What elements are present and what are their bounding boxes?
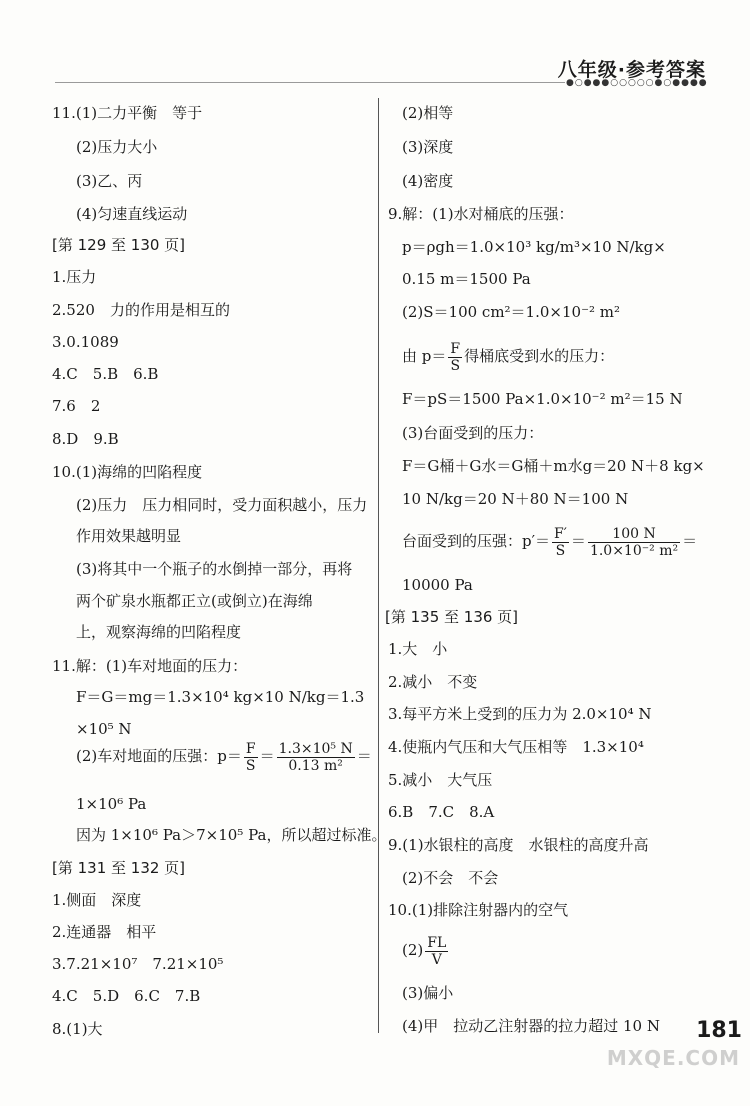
- formula-prefix: 台面受到的压强：p′＝: [402, 532, 551, 550]
- fraction-numerator: F: [245, 740, 256, 757]
- formula-prefix: (2)车对地面的压强：p＝: [76, 747, 242, 765]
- answer-line: (3)深度: [402, 138, 454, 156]
- formula-line-pressure: [76, 736, 372, 776]
- answer-line: 10.(1)海绵的凹陷程度: [52, 463, 203, 481]
- fraction-denominator: S: [555, 542, 566, 559]
- answer-line: 2.减小 不变: [388, 673, 478, 691]
- fraction: [425, 935, 448, 968]
- watermark: MXQE.COM: [606, 1046, 740, 1070]
- answer-line: 4.C 5.D 6.C 7.B: [52, 987, 201, 1005]
- formula-suffix: 得桶底受到水的压力：: [464, 347, 615, 365]
- answer-line: (2)压力大小: [76, 138, 158, 156]
- formula-line: ×10⁵ N: [76, 720, 132, 738]
- fraction: [244, 741, 258, 774]
- answer-line: 1.压力: [52, 268, 97, 286]
- page-number: 181: [696, 1018, 742, 1043]
- answer-line: 4.C 5.B 6.B: [52, 365, 159, 383]
- formula-prefix: (2): [402, 941, 424, 959]
- answer-line: 11.(1)二力平衡 等于: [52, 104, 203, 122]
- fraction-numerator: F′: [554, 525, 567, 542]
- answer-line: 3.0.1089: [52, 333, 119, 351]
- answer-line: 因为 1×10⁶ Pa＞7×10⁵ Pa，所以超过标准。: [76, 826, 387, 844]
- section-heading: [第 135 至 136 页]: [385, 608, 519, 626]
- formula-line: 10 N/kg＝20 N＋80 N＝100 N: [402, 490, 629, 508]
- answer-line: 4.使瓶内气压和大气压相等 1.3×10⁴: [388, 738, 644, 756]
- header-dot-pattern: ●○●●●○○○○○●○●●●●: [566, 78, 708, 88]
- section-heading: [第 129 至 130 页]: [52, 236, 186, 254]
- formula-line: 1×10⁶ Pa: [76, 795, 147, 813]
- page-header-title: 八年级·参考答案: [557, 59, 706, 81]
- formula-line: F＝G＝mg＝1.3×10⁴ kg×10 N/kg＝1.3: [76, 688, 365, 706]
- answer-line: 9.(1)水银柱的高度 水银柱的高度升高: [388, 836, 649, 854]
- answer-line: (2)相等: [402, 104, 454, 122]
- answer-line: 两个矿泉水瓶都正立(或倒立)在海绵: [76, 592, 313, 610]
- answer-line: 7.6 2: [52, 397, 101, 415]
- answer-line: 2.520 力的作用是相互的: [52, 301, 230, 319]
- fraction: [552, 526, 569, 559]
- formula-line: F＝G桶＋G水＝G桶＋m水g＝20 N＋8 kg×: [402, 457, 705, 475]
- formula-line-table-pressure: [402, 521, 697, 561]
- fraction-denominator: 0.13 m²: [288, 757, 343, 774]
- fraction: [588, 526, 680, 559]
- answer-line: 11.解：(1)车对地面的压力：: [52, 657, 248, 675]
- answer-line: 上，观察海绵的凹陷程度: [76, 623, 242, 641]
- fraction-numerator: FL: [427, 934, 447, 951]
- answer-line: 作用效果越明显: [76, 527, 182, 545]
- answer-line: 2.连通器 相平: [52, 923, 157, 941]
- header-rule: [55, 82, 565, 83]
- answer-line: 1.大 小: [388, 640, 448, 658]
- fraction-numerator: 100 N: [588, 526, 680, 543]
- column-divider: [378, 98, 379, 1033]
- answer-line: (3)乙、丙: [76, 172, 143, 190]
- answer-line: (2)压力 压力相同时，受力面积越小，压力: [76, 496, 368, 514]
- answer-line: 8.D 9.B: [52, 430, 119, 448]
- fraction-numerator: 1.3×10⁵ N: [278, 740, 353, 757]
- answer-line: 3.7.21×10⁷ 7.21×10⁵: [52, 955, 224, 973]
- answer-line: (3)将其中一个瓶子的水倒掉一部分，再将: [76, 560, 353, 578]
- answer-line: (4)匀速直线运动: [76, 205, 188, 223]
- answer-line: (2)不会 不会: [402, 869, 499, 887]
- fraction: [277, 741, 355, 774]
- answer-line: (4)甲 拉动乙注射器的拉力超过 10 N: [402, 1017, 660, 1035]
- fraction-denominator: 1.0×10⁻² m²: [589, 542, 679, 559]
- fraction-denominator: V: [431, 951, 442, 968]
- answer-line: 9.解：(1)水对桶底的压强：: [388, 205, 574, 223]
- formula-line: F＝pS＝1500 Pa×1.0×10⁻² m²＝15 N: [402, 390, 683, 408]
- answer-line: 10.(1)排除注射器内的空气: [388, 901, 569, 919]
- fraction-denominator: S: [245, 757, 256, 774]
- answer-line: 1.侧面 深度: [52, 891, 142, 909]
- equals-sign: ＝: [259, 747, 275, 765]
- formula-line: (2)S＝100 cm²＝1.0×10⁻² m²: [402, 303, 621, 321]
- formula-line-fl-v: [402, 930, 450, 970]
- answer-line: (4)密度: [402, 172, 454, 190]
- fraction-numerator: F: [450, 340, 461, 357]
- equals-sign: ＝: [570, 532, 586, 550]
- fraction-denominator: S: [450, 357, 461, 374]
- formula-line: 0.15 m＝1500 Pa: [402, 270, 531, 288]
- answer-line: (3)偏小: [402, 984, 454, 1002]
- fraction: [448, 341, 462, 374]
- section-heading: [第 131 至 132 页]: [52, 859, 186, 877]
- equals-sign: ＝: [682, 532, 698, 550]
- answer-line: 6.B 7.C 8.A: [388, 803, 495, 821]
- answer-line: 3.每平方米上受到的压力为 2.0×10⁴ N: [388, 705, 652, 723]
- formula-line: p＝ρgh＝1.0×10³ kg/m³×10 N/kg×: [402, 238, 666, 256]
- answer-line: 5.减小 大气压: [388, 771, 493, 789]
- equals-sign: ＝: [356, 747, 372, 765]
- formula-line: 10000 Pa: [402, 576, 473, 594]
- answer-line: 8.(1)大: [52, 1020, 103, 1038]
- formula-prefix: 由 p＝: [402, 347, 447, 365]
- answer-line: (3)台面受到的压力：: [402, 424, 544, 442]
- formula-line-force: [402, 336, 614, 376]
